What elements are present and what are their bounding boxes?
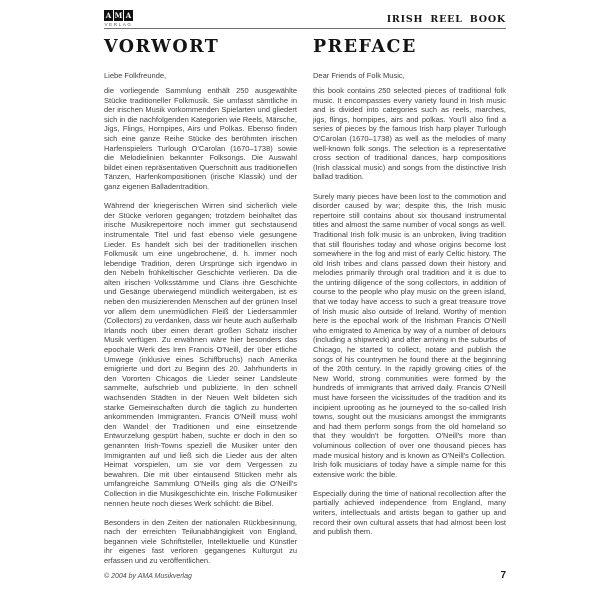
page-header (104, 10, 506, 27)
german-paragraph: Besonders in den Zeiten der nationalen Rückbesinnung, nach der erreichten Teilunabhängigkeit von England, begannen viele Schriftsteller, Intellektuelle und Künstler ihr eigenes fast verloren gegangenes Kulturgut zu erfassen und zu veröffentlichen. (104, 517, 297, 565)
vorwort-column (104, 37, 297, 575)
page-footer (104, 570, 506, 581)
german-greeting: Liebe Folkfreunde, (104, 71, 167, 80)
english-greeting: Dear Friends of Folk Music, (313, 71, 405, 80)
ama-logo-icon (104, 10, 133, 21)
logo-letter: M (114, 11, 123, 20)
preface-heading: PREFACE (313, 37, 417, 57)
ama-verlag-logo (104, 10, 133, 27)
header-rule (104, 28, 506, 29)
page-number: 7 (500, 570, 506, 581)
english-paragraph: this book contains 250 selected pieces of traditional folk music. It encompasses every variety found in Irish music and is divided into categories such as reels, marches, jigs, flings, hornpipes, airs and polkas. You'll also find a series of pieces by the famous Irish harp player Turlough O'Carolan (1670–1738) as well as the melodies of many well-known folk songs. The selection is a representative cross section of traditional dances, harp compositions (Irish classical music) and songs from the distinctive Irish ballad tradition. (313, 86, 506, 182)
english-paragraph: Especially during the time of national recollection after the partially achieved independence from England, many writers, intellectuals and artists began to gather up and record their own cultural assets that had almost been lost and publish them. (313, 488, 506, 537)
copyright-notice: © 2004 by AMA Musikverlag (104, 573, 192, 580)
preface-column (313, 37, 506, 575)
logo-letter: A (125, 11, 132, 20)
two-column-body (104, 37, 506, 575)
vorwort-heading: VORWORT (104, 37, 220, 57)
logo-subtext: VERLAG (104, 22, 133, 27)
english-paragraph: Surely many pieces have been lost to the commotion and disorder caused by war; despite this, the Irish music repertoire still contains about six thousand instrumental titles and almost the same number of vocal songs as well. Traditional Irish folk music is an unbroken, living tradition that still flourishes today and whose origins become lost somewhere in the fog and mist of early Celtic history. The old Irish tribes and clans passed down their history and melodies primarily through oral tradition and it is due to the untiring diligence of the song collectors, in addition of course to the people who play music on the green island, that we today have access to such a great treasure trove of Irish music also outside of Ireland. Worthy of mention here is the epochal work of the Irishman Francis O'Neill who emigrated to America by way of a number of detours (including a shipwreck) and after arriving in the suburbs of Chicago, he started to collect, notate and publish the songs of his countrymen he found there at the beginning of the 20th century. In the rapidly growing cities of the New World, strong communities were formed by the hundreds of immigrants that arrived daily. Francis O'Neill must have forseen the vicissitudes of the tradition and its incipient uprooting as he journeyed to the so-called Irish towns, sought out the musicians amongst the immigrants and had them perform songs from the old homeland so that they wouldn't be forgotten. O'Neill's more than voluminous collection of over one thousand pieces has made musical history and is known as O'Neill's Collection. Irish folk musicians of today have a simple name for this extensive work: the bible. (313, 191, 506, 479)
german-paragraph: die vorliegende Sammlung enthält 250 ausgewählte Stücke traditioneller Folkmusik. Sie umfasst sämtliche in der irischen Musik vorkommenden Spielarten und gliedert sich in die nachfolgenden Kategorien wie Reels, Märsche, Jigs, Flings, Hornpipes, Airs und Polkas. Ebenso finden sich eine ganze Reihe Stücke des berühmten irischen Harfenspielers Turlough O'Carolan (1670–1738) sowie die Melodielinien bekannter Folksongs. Die Auswahl bildet einen repräsentativen Querschnitt aus traditionellen Tänzen, Harfenkompositionen (irische Klassik) und der ganz eigenen Balladentradition. (104, 86, 297, 192)
logo-letter: A (105, 11, 112, 20)
book-title: IRISH REEL BOOK (386, 14, 506, 25)
german-paragraph: Während der kriegerischen Wirren sind sicherlich viele der Stücke verloren gegangen; trotzdem beinhaltet das irische Musikrepertoire noch immer gut sechstausend instrumentale Titel und fast ebenso viele gesungene Lieder. Es handelt sich bei der traditionellen irischen Folkmusik um eine ungebrochene, d. h. immer noch lebendige Tradition, deren Ursprünge sich irgendwo in den Nebeln frühkeltischer Geschichte verlieren. Da die alten irischen Volksstämme und Clans ihre Geschichte und Gesänge überwiegend mündlich weitergaben, ist es neben den musizierenden Menschen auf der grünen Insel vor allem dem unermüdlichen Fleiß der Liedersammler (Collectors) zu verdanken, dass wir heute auch außerhalb Irlands noch über einen derart großen Schatz irischer Musik verfügen. Zu erwähnen wäre hier besonders das epochale Werk des Iren Francis O'Neill, der über etliche Umwege (inklusive eines Schiffbruchs) nach Amerika emigrierte und dort zu Beginn des 20. Jahrhunderts in den Vororten Chicagos die Lieder seiner Landsleute sammelte, aufschrieb und publizierte. In den schnell wachsenden Städten in der Neuen Welt bildeten sich starke Gemeinschaften durch die täglich zu hunderten ankommenden Immigranten. Francis O'Neill muss wohl den Wandel der Traditionen und eine einsetzende Entwurzelung gespürt haben, suchte er doch in den so genannten Irish-Towns speziell die Musiker unter den Immigranten auf und ließ sich die Lieder aus der alten Heimat vorspielen, um sie vor dem Vergessen zu bewahren. Die mit über eintausend Stücken mehr als umfangreiche Sammlung O'Neills ging als die O'Neill's Collection in die Musikgeschichte ein. Irische Folkmusiker nennen heute noch dieses Werk schlicht: die Bibel. (104, 201, 297, 508)
